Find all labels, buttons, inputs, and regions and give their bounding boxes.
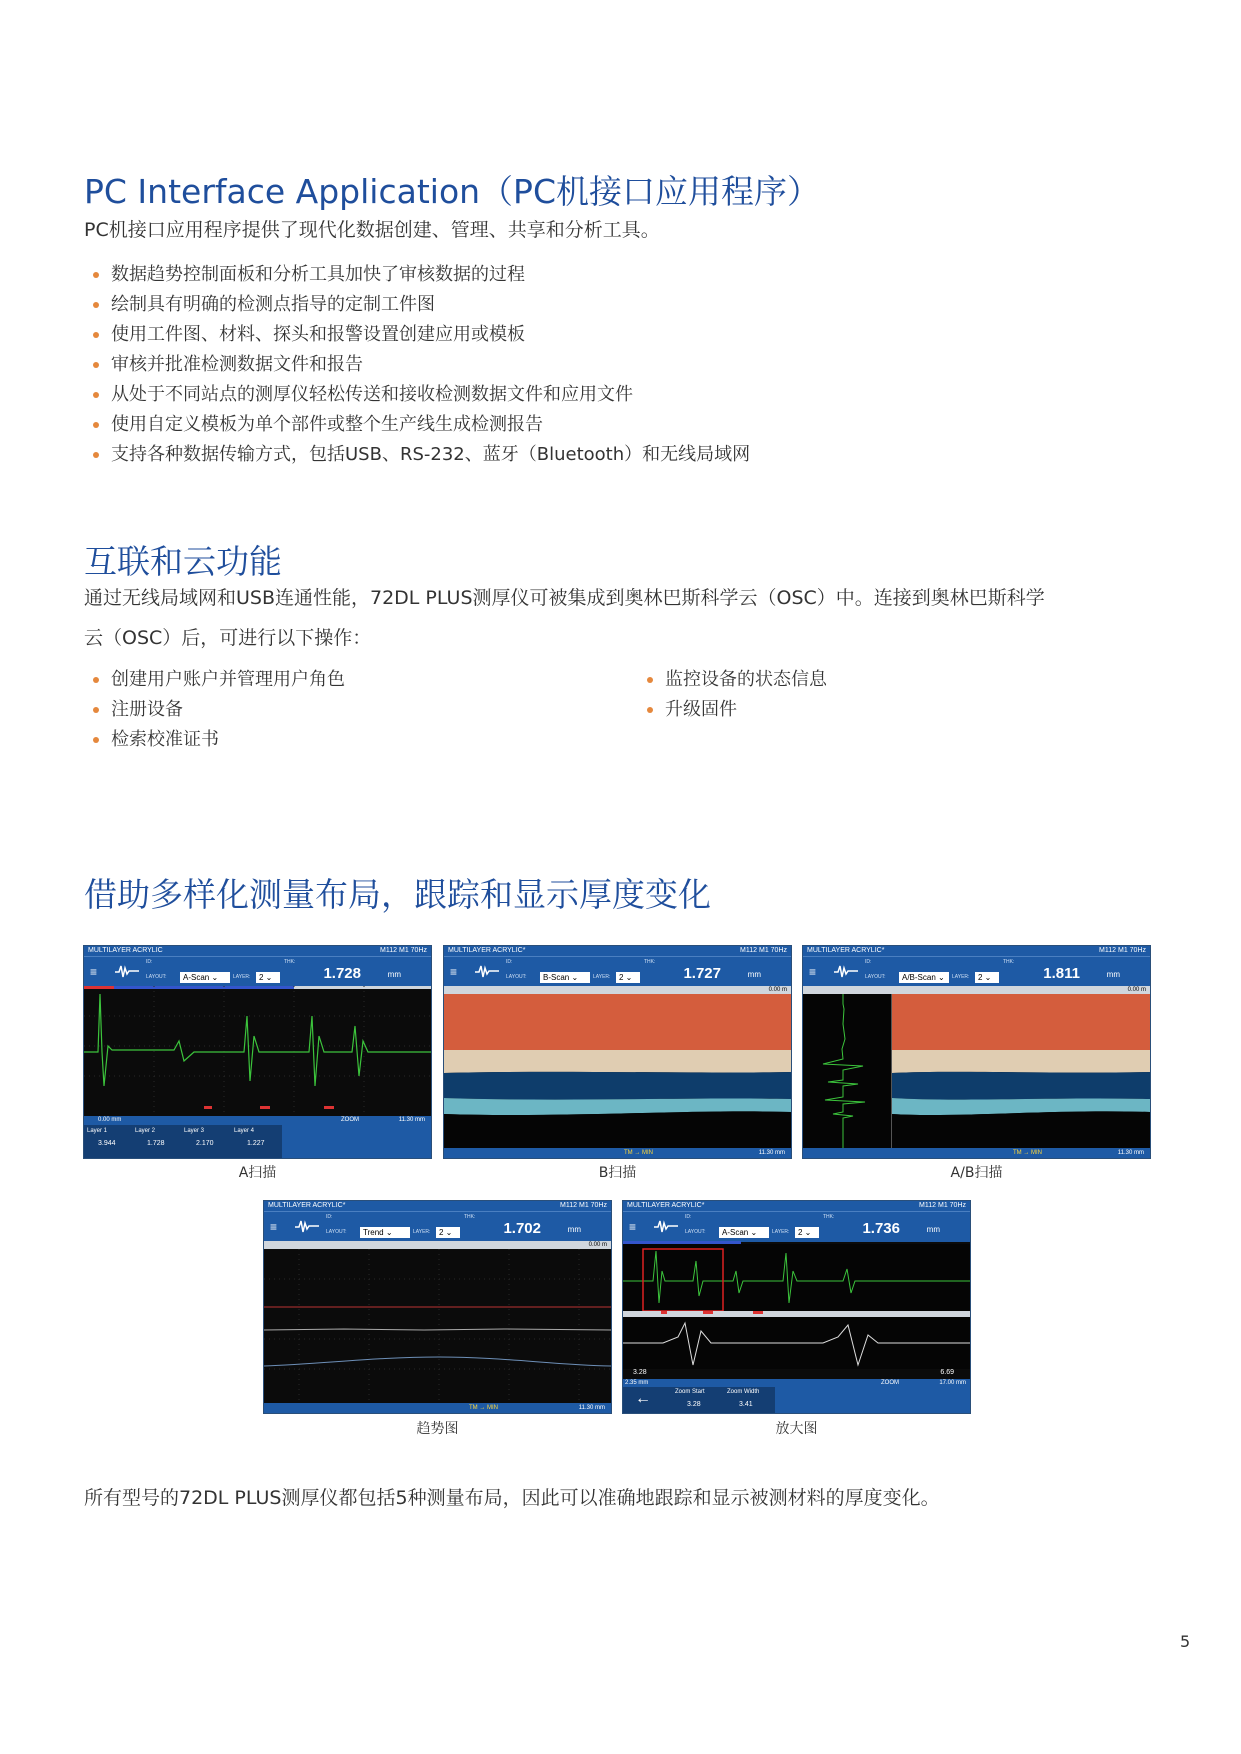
ab-scan-footer: TM → MIN 11.30 mm bbox=[803, 1148, 1150, 1158]
device-header: ≡ ID: LAYOUT: Trend ⌄ LAYER: 2 ⌄ THK: 1.702 mm bbox=[264, 1211, 611, 1242]
list-item: 创建用户账户并管理用户角色 bbox=[84, 665, 345, 695]
device-header: ≡ ID: LAYOUT: A/B-Scan ⌄ LAYER: 2 ⌄ THK: 1.811 mm bbox=[803, 956, 1150, 987]
list-item: 监控设备的状态信息 bbox=[638, 665, 827, 695]
layouts-summary: 所有型号的72DL PLUS测厚仪都包括5种测量布局，因此可以准确地跟踪和显示被测材料的厚度变化。 bbox=[84, 1487, 940, 1509]
list-item: 绘制具有明确的检测点指导的定制工件图 bbox=[84, 290, 750, 320]
device-header: ≡ ID: LAYOUT: B-Scan ⌄ LAYER: 2 ⌄ THK: 1.727 mm bbox=[444, 956, 791, 987]
trend-footer: TM → MIN 11.30 mm bbox=[264, 1403, 611, 1413]
menu-icon: ≡ bbox=[450, 965, 458, 979]
zoom-control-panel: ← Zoom Start 3.28 Zoom Width 3.41 bbox=[623, 1387, 970, 1413]
list-item: 审核并批准检测数据文件和报告 bbox=[84, 350, 750, 380]
layer-select: 2 ⌄ bbox=[616, 972, 640, 983]
zoom-footer: 2.35 mm ZOOM 17.00 mm bbox=[623, 1379, 970, 1387]
device-title-bar: MULTILAYER ACRYLIC* M112 M1 70Hz bbox=[803, 946, 1150, 956]
menu-icon: ≡ bbox=[809, 965, 817, 979]
layer-readout-panel: Layer 1 3.944 Layer 2 1.728 Layer 3 2.170 Layer 4 1.227 bbox=[84, 1125, 431, 1158]
section-intro-cloud-line2: 云（OSC）后，可进行以下操作： bbox=[84, 627, 372, 649]
thickness-reading: 1.736 bbox=[862, 1220, 900, 1237]
b-scan-plot bbox=[444, 994, 791, 1149]
pc-interface-bullet-list bbox=[84, 260, 750, 470]
thickness-reading: 1.727 bbox=[683, 965, 721, 982]
device-title-bar: MULTILAYER ACRYLIC* M112 M1 70Hz bbox=[623, 1201, 970, 1211]
zoom-plot bbox=[623, 1241, 970, 1369]
a-scan-footer: 0.00 mm ZOOM 11.30 mm bbox=[84, 1116, 431, 1125]
layout-select: Trend ⌄ bbox=[360, 1227, 410, 1238]
b-scan-footer: TM → MIN 11.30 mm bbox=[444, 1148, 791, 1158]
screenshot-ab-scan: MULTILAYER ACRYLIC* M112 M1 70Hz ≡ ID: LAYOUT: A/B-Scan ⌄ LAYER: 2 ⌄ THK: 1.811 mm 0.00 m TM → MIN 11.30 mm bbox=[802, 945, 1151, 1159]
layout-select: A-Scan ⌄ bbox=[719, 1227, 769, 1238]
caption-zoom: 放大图 bbox=[775, 1421, 818, 1437]
device-title-bar: MULTILAYER ACRYLIC M112 M1 70Hz bbox=[84, 946, 431, 956]
section-title-layouts: 借助多样化测量布局，跟踪和显示厚度变化 bbox=[84, 875, 711, 914]
device-header: ≡ ID: LAYOUT: A-Scan ⌄ LAYER: 2 ⌄ THK: 1.728 mm bbox=[84, 956, 431, 987]
list-item: 注册设备 bbox=[84, 695, 345, 725]
menu-icon: ≡ bbox=[629, 1220, 637, 1234]
caption-b-scan: B扫描 bbox=[598, 1165, 637, 1181]
list-item: 从处于不同站点的测厚仪轻松传送和接收检测数据文件和应用文件 bbox=[84, 380, 750, 410]
thickness-reading: 1.702 bbox=[503, 1220, 541, 1237]
page-number: 5 bbox=[1180, 1632, 1191, 1651]
screenshot-a-scan bbox=[83, 945, 432, 1159]
screenshot-trend: MULTILAYER ACRYLIC* M112 M1 70Hz ≡ ID: LAYOUT: Trend ⌄ LAYER: 2 ⌄ THK: 1.702 mm 0.00 m TM → MIN 11.30 mm bbox=[263, 1200, 612, 1414]
caption-trend: 趋势图 bbox=[416, 1421, 459, 1437]
list-item: 检索校准证书 bbox=[84, 725, 345, 755]
list-item: 使用工件图、材料、探头和报警设置创建应用或模板 bbox=[84, 320, 750, 350]
layer-select: 2 ⌄ bbox=[795, 1227, 819, 1238]
waveform-icon bbox=[114, 962, 140, 980]
waveform-icon bbox=[294, 1217, 320, 1235]
menu-icon: ≡ bbox=[270, 1220, 278, 1234]
list-item: 数据趋势控制面板和分析工具加快了审核数据的过程 bbox=[84, 260, 750, 290]
layout-select: B-Scan ⌄ bbox=[540, 972, 590, 983]
caption-ab-scan: A/B扫描 bbox=[950, 1165, 1003, 1181]
thickness-reading: 1.811 bbox=[1043, 965, 1080, 982]
waveform-icon bbox=[653, 1217, 679, 1235]
section-intro-pc-interface: PC机接口应用程序提供了现代化数据创建、管理、共享和分析工具。 bbox=[84, 219, 660, 241]
layer-select: 2 ⌄ bbox=[975, 972, 999, 983]
list-item: 支持各种数据传输方式，包括USB、RS-232、蓝牙（Bluetooth）和无线局域网 bbox=[84, 440, 750, 470]
layer-select: 2 ⌄ bbox=[436, 1227, 460, 1238]
section-title-cloud: 互联和云功能 bbox=[84, 542, 282, 581]
back-arrow-icon: ← bbox=[635, 1390, 651, 1407]
section-intro-cloud-line1: 通过无线局域网和USB连通性能，72DL PLUS测厚仪可被集成到奥林巴斯科学云（OSC）中。连接到奥林巴斯科学 bbox=[84, 587, 1045, 609]
ab-scan-plot bbox=[803, 994, 1150, 1149]
section-title-pc-interface: PC Interface Application（PC机接口应用程序） bbox=[84, 172, 820, 211]
layout-select: A/B-Scan ⌄ bbox=[899, 972, 949, 983]
waveform-icon bbox=[474, 962, 500, 980]
device-title-bar: MULTILAYER ACRYLIC* M112 M1 70Hz bbox=[444, 946, 791, 956]
layout-select: A-Scan ⌄ bbox=[180, 972, 230, 983]
cloud-bullet-list-right bbox=[638, 665, 827, 725]
screenshot-b-scan: MULTILAYER ACRYLIC* M112 M1 70Hz ≡ ID: LAYOUT: B-Scan ⌄ LAYER: 2 ⌄ THK: 1.727 mm 0.00 m TM → MIN 11.30 mm bbox=[443, 945, 792, 1159]
a-scan-plot bbox=[84, 986, 431, 1116]
list-item: 升级固件 bbox=[638, 695, 827, 725]
menu-icon: ≡ bbox=[90, 965, 98, 979]
layer-select: 2 ⌄ bbox=[256, 972, 280, 983]
device-header: ≡ ID: LAYOUT: A-Scan ⌄ LAYER: 2 ⌄ THK: 1.736 mm bbox=[623, 1211, 970, 1242]
waveform-icon bbox=[833, 962, 859, 980]
trend-plot bbox=[264, 1249, 611, 1404]
device-title-bar: MULTILAYER ACRYLIC* M112 M1 70Hz bbox=[264, 1201, 611, 1211]
list-item: 使用自定义模板为单个部件或整个生产线生成检测报告 bbox=[84, 410, 750, 440]
cloud-bullet-list-left bbox=[84, 665, 345, 755]
screenshot-zoom: MULTILAYER ACRYLIC* M112 M1 70Hz ≡ ID: LAYOUT: A-Scan ⌄ LAYER: 2 ⌄ THK: 1.736 mm 3.28 6.69 2.35 mm ZOOM 17.00 mm ← Zoom Start 3.28 Zoom Width 3.41 bbox=[622, 1200, 971, 1414]
caption-a-scan: A扫描 bbox=[238, 1165, 277, 1181]
thickness-reading: 1.728 bbox=[323, 965, 361, 982]
